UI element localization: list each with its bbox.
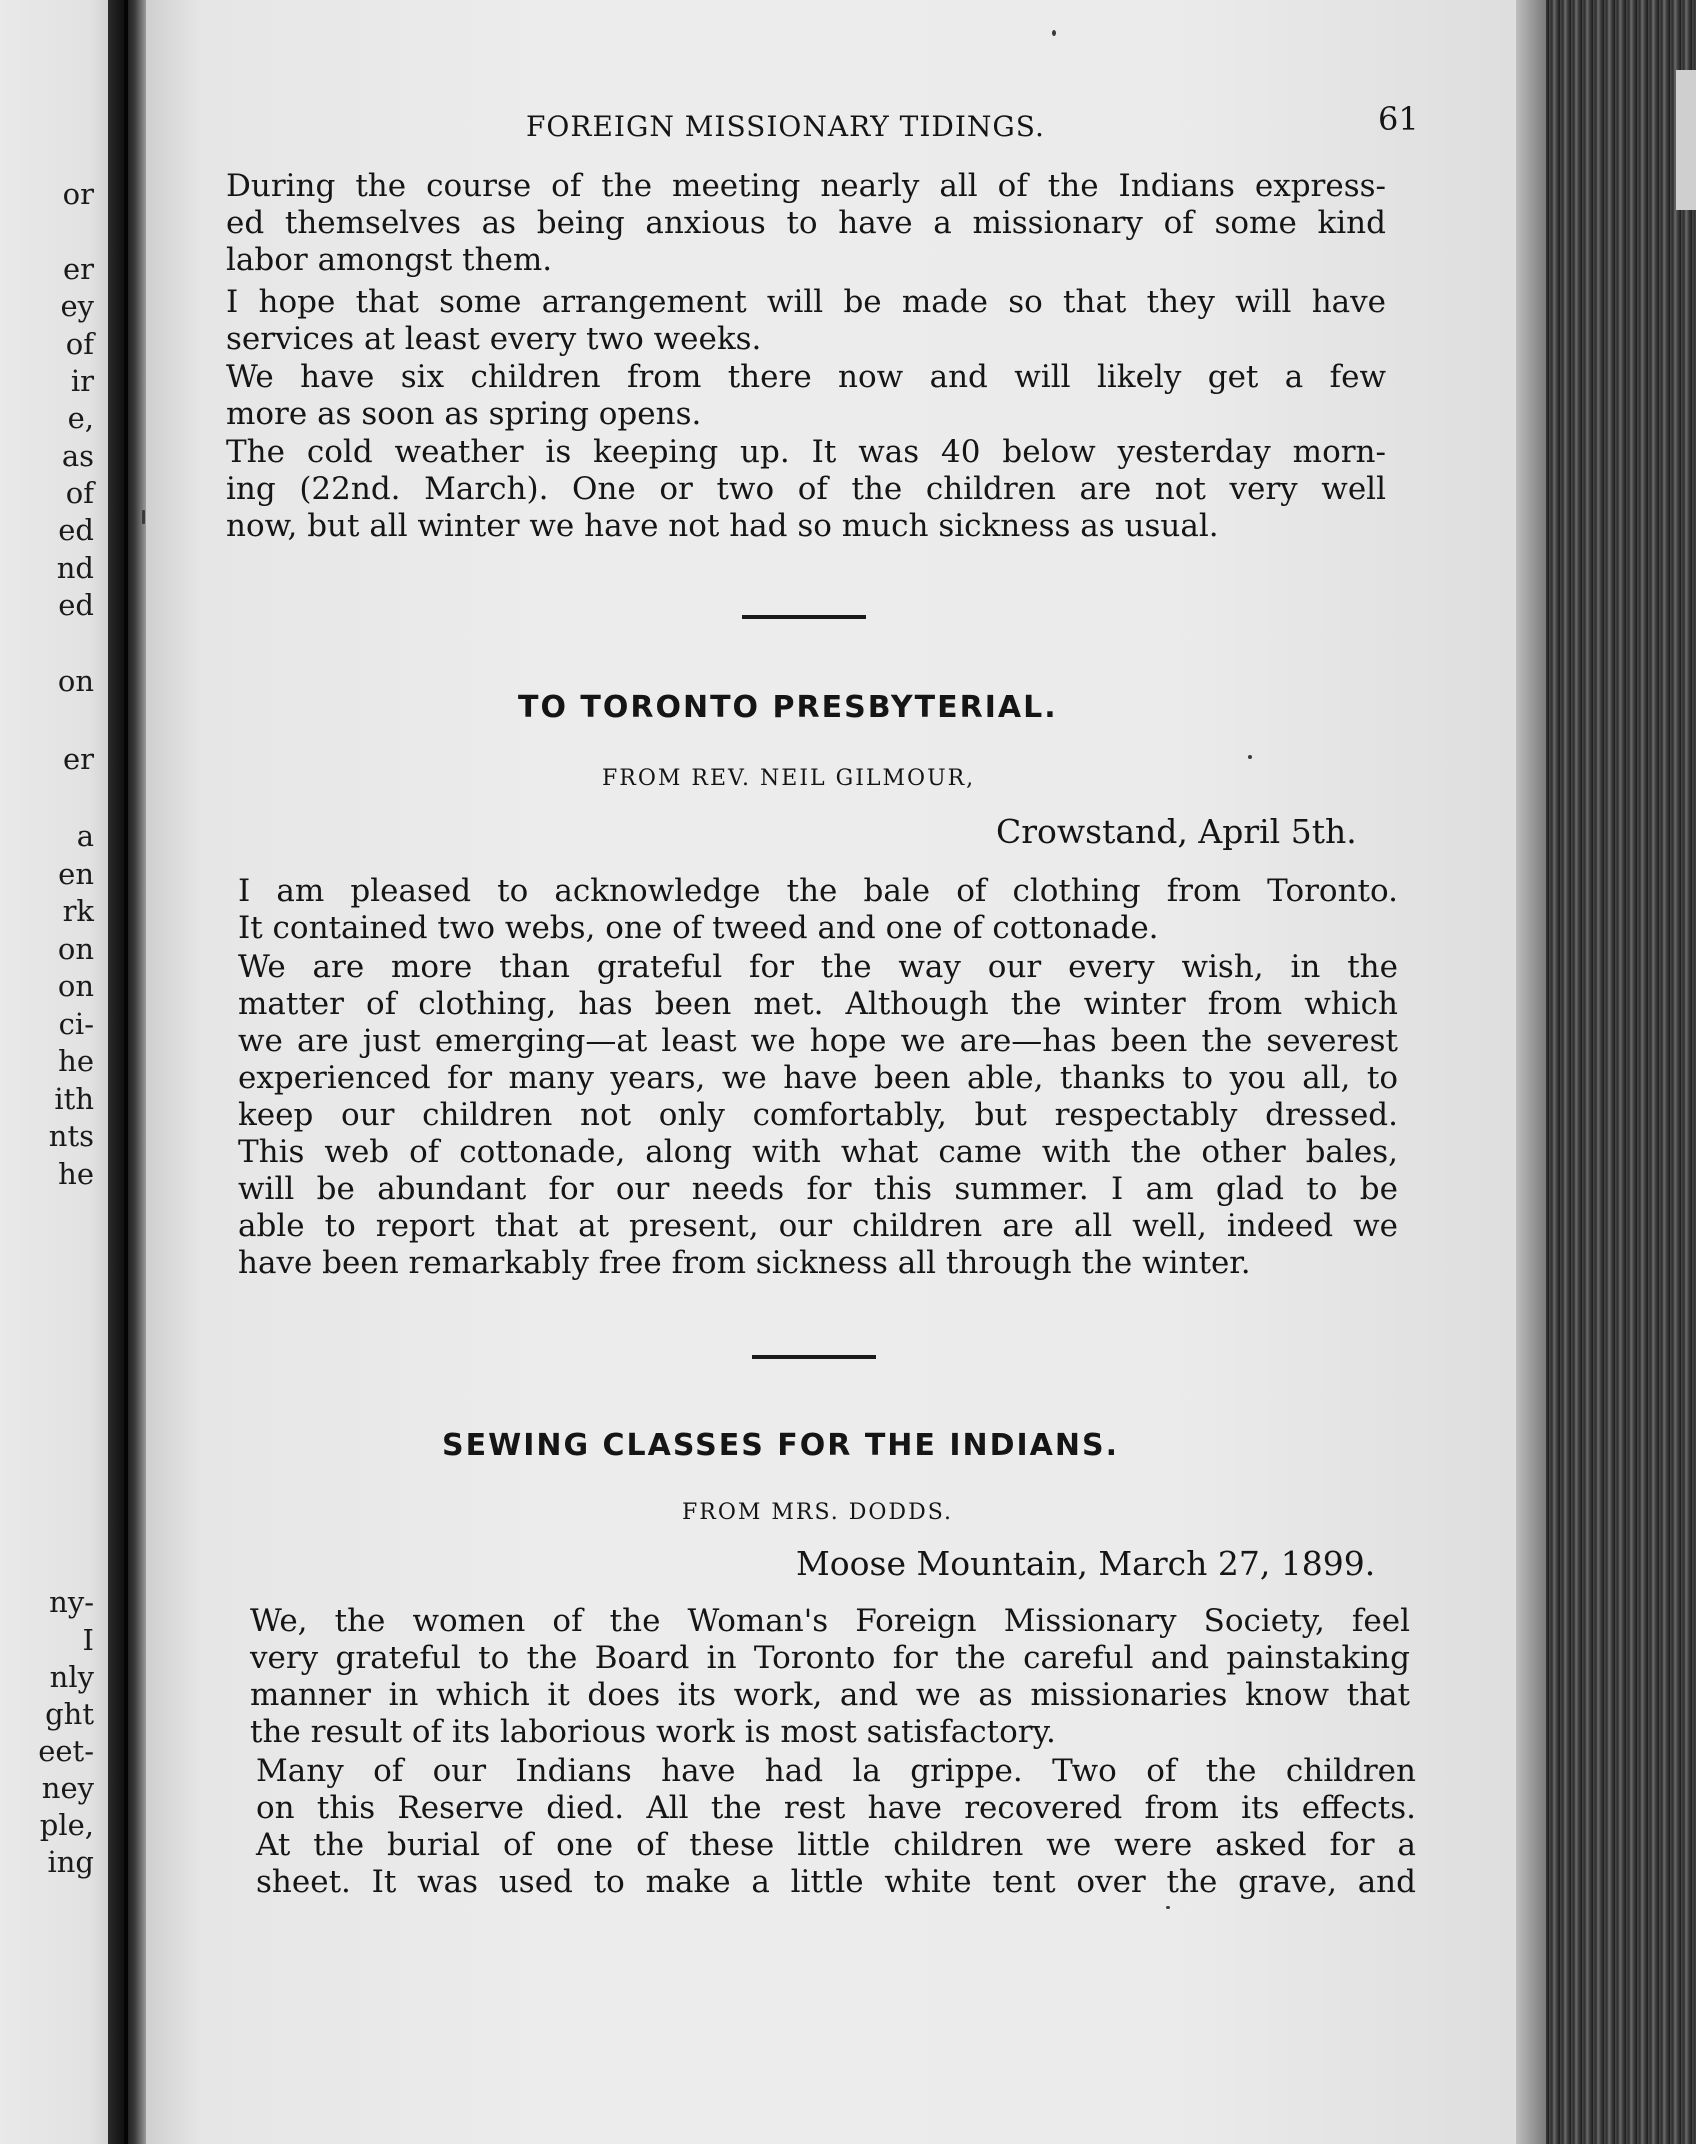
- text-line: We, the women of the Woman's Foreign Missionary Society, feel: [250, 1603, 1410, 1639]
- left-fragment: or: [62, 177, 94, 211]
- text-line: now, but all winter we have not had so much sickness as usual.: [226, 508, 1219, 544]
- left-fragment: nts: [48, 1119, 94, 1153]
- left-fragment: ey: [60, 289, 94, 323]
- left-fragment: rk: [62, 894, 94, 928]
- page-number: 61: [1378, 100, 1419, 138]
- left-fragment: ed: [58, 513, 94, 547]
- text-line: the result of its laborious work is most satisfactory.: [250, 1714, 1056, 1750]
- left-fragment: on: [57, 664, 94, 698]
- paragraph: [238, 873, 1398, 947]
- text-line: ed themselves as being anxious to have a missionary of some kind: [226, 205, 1386, 241]
- text-line: labor amongst them.: [226, 242, 553, 278]
- left-fragment: en: [58, 857, 94, 891]
- scan-speck: [1052, 30, 1056, 36]
- text-line: ing (22nd. March). One or two of the children are not very well: [226, 471, 1386, 507]
- text-line: The cold weather is keeping up. It was 40 below yesterday morn-: [226, 434, 1386, 470]
- left-fragment: ny-: [49, 1585, 94, 1619]
- page-edge-highlight: [1516, 0, 1546, 2144]
- left-fragment: he: [58, 1044, 94, 1078]
- text-line: manner in which it does its work, and we as missionaries know that: [250, 1677, 1410, 1713]
- text-line: experienced for many years, we have been able, thanks to you all, to: [238, 1060, 1398, 1096]
- left-page-text-fragments: [0, 0, 100, 2144]
- scan-speck: [1248, 755, 1252, 759]
- running-head: FOREIGN MISSIONARY TIDINGS.: [526, 110, 1045, 143]
- left-fragment: er: [62, 252, 94, 286]
- book-page-edges: [1516, 0, 1696, 2144]
- text-line: We have six children from there now and will likely get a few: [226, 359, 1386, 395]
- left-fragment: e,: [67, 401, 94, 435]
- text-line: I am pleased to acknowledge the bale of clothing from Toronto.: [238, 873, 1398, 909]
- left-fragment: a: [76, 819, 94, 853]
- right-page: [146, 0, 1516, 2144]
- left-fragment: ple,: [39, 1808, 94, 1842]
- paragraph: [238, 949, 1398, 1282]
- scan-speck: [142, 510, 145, 524]
- text-line: able to report that at present, our children are all well, indeed we: [238, 1208, 1398, 1244]
- text-line: This web of cottonade, along with what came with the other bales,: [238, 1134, 1398, 1170]
- left-fragment: of: [65, 476, 94, 510]
- text-line: have been remarkably free from sickness all through the winter.: [238, 1245, 1251, 1281]
- left-fragment: ith: [54, 1082, 94, 1116]
- text-line: services at least every two weeks.: [226, 321, 762, 357]
- text-line: keep our children not only comfortably, but respectably dressed.: [238, 1097, 1398, 1133]
- text-line: very grateful to the Board in Toronto for the careful and painstaking: [250, 1640, 1410, 1676]
- text-line: we are just emerging—at least we hope we are—has been the severest: [238, 1023, 1398, 1059]
- text-line: I hope that some arrangement will be made so that they will have: [226, 284, 1386, 320]
- text-line: matter of clothing, has been met. Although the winter from which: [238, 986, 1398, 1022]
- text-line: We are more than grateful for the way our every wish, in the: [238, 949, 1398, 985]
- text-line: During the course of the meeting nearly all of the Indians express-: [226, 168, 1386, 204]
- paragraph: [226, 168, 1386, 279]
- text-line: more as soon as spring opens.: [226, 396, 702, 432]
- text-line: Many of our Indians have had la grippe. Two of the children: [256, 1753, 1416, 1789]
- left-fragment: as: [61, 439, 94, 473]
- scan-speck: [1166, 1906, 1170, 1909]
- text-line: on this Reserve died. All the rest have recovered from its effects.: [256, 1790, 1416, 1826]
- left-fragment: ir: [70, 364, 94, 398]
- left-fragment: ney: [41, 1771, 94, 1805]
- paragraph: [250, 1603, 1410, 1751]
- text-line: It contained two webs, one of tweed and one of cottonade.: [238, 910, 1159, 946]
- dateline: Moose Mountain, March 27, 1899.: [796, 1544, 1376, 1583]
- left-fragment: ing: [47, 1845, 94, 1879]
- page-tab-strip: [1676, 70, 1696, 210]
- page-content: [146, 0, 1516, 2144]
- text-line: will be abundant for our needs for this summer. I am glad to be: [238, 1171, 1398, 1207]
- left-fragment: er: [62, 742, 94, 776]
- section-divider: [752, 1355, 876, 1359]
- section-heading: SEWING CLASSES FOR THE INDIANS.: [442, 1428, 1119, 1463]
- text-line: sheet. It was used to make a little white tent over the grave, and: [256, 1864, 1416, 1900]
- paragraph: [226, 359, 1386, 433]
- paragraph: [256, 1753, 1416, 1901]
- left-fragment: on: [57, 969, 94, 1003]
- author-line: FROM REV. NEIL GILMOUR,: [602, 766, 976, 791]
- left-fragment: he: [58, 1157, 94, 1191]
- author-line: FROM MRS. DODDS.: [682, 1500, 953, 1525]
- left-fragment: ed: [58, 588, 94, 622]
- section-heading: TO TORONTO PRESBYTERIAL.: [518, 690, 1058, 725]
- left-fragment: I: [82, 1623, 94, 1657]
- left-fragment: ght: [45, 1697, 94, 1731]
- gutter-shadow-line: [124, 0, 128, 2144]
- text-line: At the burial of one of these little children we were asked for a: [256, 1827, 1416, 1863]
- left-fragment: of: [65, 327, 94, 361]
- section-divider: [742, 615, 866, 619]
- paragraph: [226, 434, 1386, 545]
- left-fragment: eet-: [38, 1734, 94, 1768]
- paragraph: [226, 284, 1386, 358]
- dateline: Crowstand, April 5th.: [996, 812, 1357, 851]
- left-fragment: nd: [56, 551, 94, 585]
- left-fragment: ci-: [58, 1007, 94, 1041]
- left-fragment: nly: [49, 1660, 94, 1694]
- left-facing-page: [0, 0, 112, 2144]
- left-fragment: on: [57, 932, 94, 966]
